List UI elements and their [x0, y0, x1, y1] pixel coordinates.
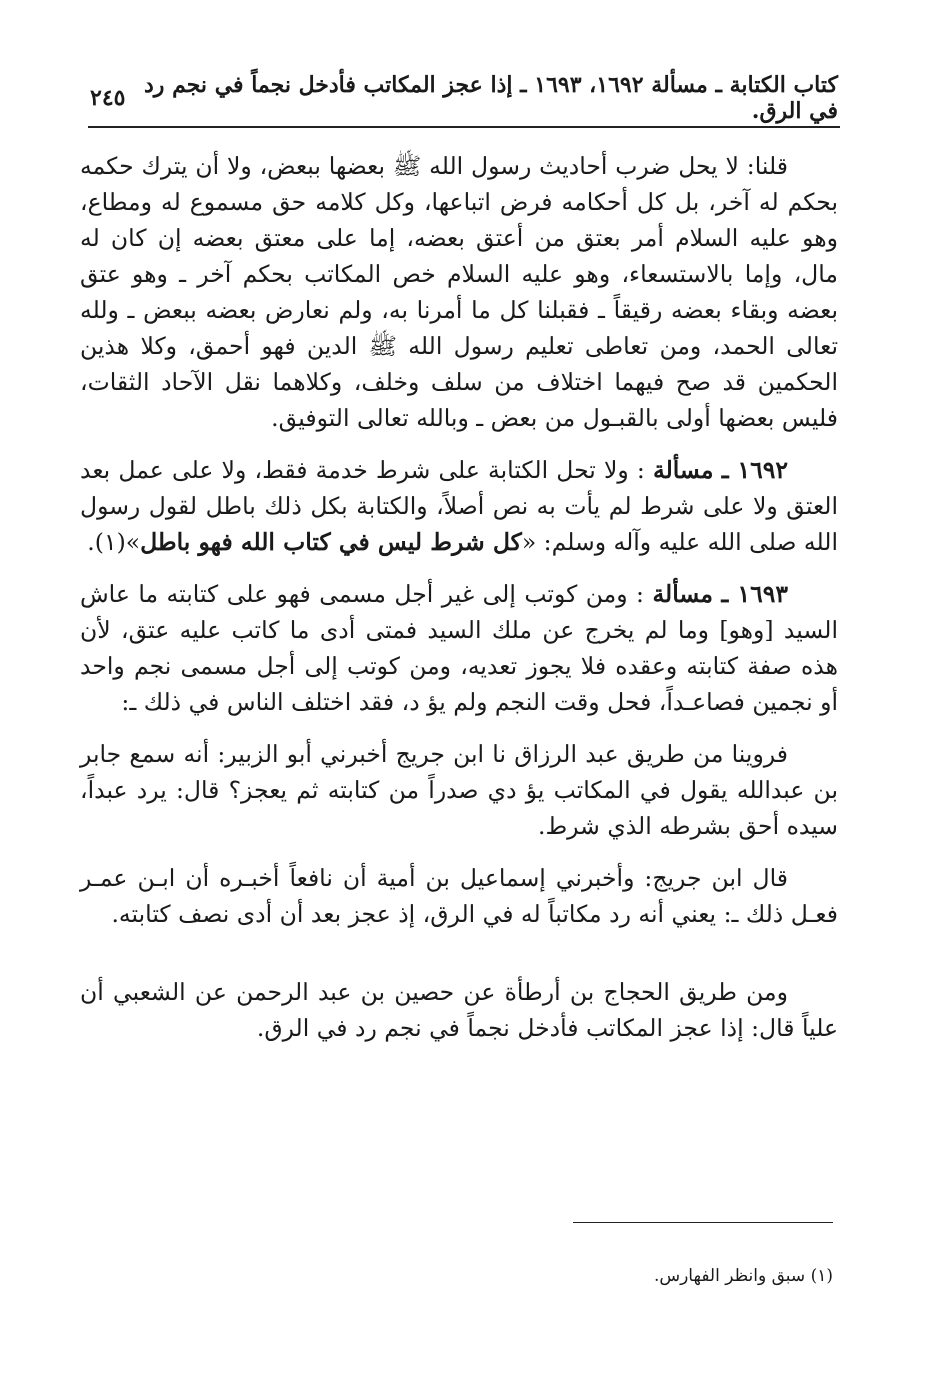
header-rule [88, 126, 840, 128]
paragraph-issue-1692 [80, 452, 838, 560]
issue-number: ١٦٩٣ ـ [721, 580, 788, 608]
footnote-rule [573, 1222, 833, 1223]
issue-text: : ولا تحل الكتابة على شرط خدمة فقط، ولا على عمل بعد العتق ولا على شرط لم يأت به نص أصلاً، والكتابة بكل ذلك باطل لقول رسول الله صلى الله عليه وآله وسلم: « [80, 456, 838, 556]
running-title: كتاب الكتابة ـ مسألة ١٦٩٢، ١٦٩٣ ـ إذا عجز المكاتب فأدخل نجماً في نجم رد في الرق. [144, 72, 838, 124]
issue-label: مسألة [652, 580, 713, 608]
footnote: (١) سبق وانظر الفهارس. [653, 1266, 833, 1286]
paragraph-issue-1693 [80, 576, 838, 720]
quote-end: »(١). [87, 528, 141, 556]
paragraph-5: قال ابن جريج: وأخبرني إسماعيل بن أمية أن نافعاً أخبـره أن ابـن عمـر فعـل ذلك ـ: يعني أنه رد مكاتباً له في الرق، إذ عجز بعد أن أدى نصف كتابته. [80, 864, 838, 928]
issue-label: مسألة [653, 456, 714, 484]
page-number: ٢٤٥ [90, 85, 126, 111]
running-head [90, 72, 838, 124]
hadith-quote: كل شرط ليس في كتاب الله فهو باطل [140, 528, 522, 556]
paragraph-6: ومن طريق الحجاج بن أرطأة عن حصين بن عبد الرحمن عن الشعبي أن علياً قال: إذا عجز المكاتب فأدخل نجماً في نجم رد في الرق. [80, 978, 838, 1042]
body-text [80, 148, 838, 1062]
paragraph-1: قلنا: لا يحل ضرب أحاديث رسول الله ﷺ بعضها ببعض، ولا أن يترك حكمه بحكم له آخر، بل كل أحكامه فرض اتباعها، وكل كلامه حق مسموع له ومطاع، وهو عليه السلام أمر بعتق من أعتق بعضه، إما على معتق بعضه إن كان له مال، وإما بالاستسعاء، وهو عليه السلام خص المكاتب بحكم آخر ـ وهو عتق بعضه وبقاء بعضه رقيقاً ـ فقبلنا كل ما أمرنا به، ولم نعارض بعضه ببعض ـ ولله تعالى الحمد، ومن تعاطى تعليم رسول الله ﷺ الدين فهو أحمق، وكلا هذين الحكمين قد صح فيهما اختلاف من سلف وخلف، وكلاهما نقل الآحاد الثقات، فليس بعضها أولى بالقبـول من بعض ـ وبالله تعالى التوفيق. [80, 152, 838, 432]
issue-number: ١٦٩٢ ـ [721, 456, 788, 484]
paragraph-4: فروينا من طريق عبد الرزاق نا ابن جريج أخبرني أبو الزبير: أنه سمع جابر بن عبدالله يقول في المكاتب يؤ دي صدراً من كتابته ثم يعجز؟ قال: يرد عبداً، سيده أحق بشرطه الذي شرط. [80, 740, 838, 840]
issue-text: : ومن كوتب إلى غير أجل مسمى فهو على كتابته ما عاش السيد [وهو] وما لم يخرج عن ملك السيد فمتى أدى ما كاتب عليه عتق، لأن هذه صفة كتابته وعقده فلا يجوز تعديه، ومن كوتب إلى أجل مسمى نجم واحد أو نجمين فصاعـداً، فحل وقت النجم ولم يؤ د، فقد اختلف الناس في ذلك ـ: [80, 580, 838, 716]
